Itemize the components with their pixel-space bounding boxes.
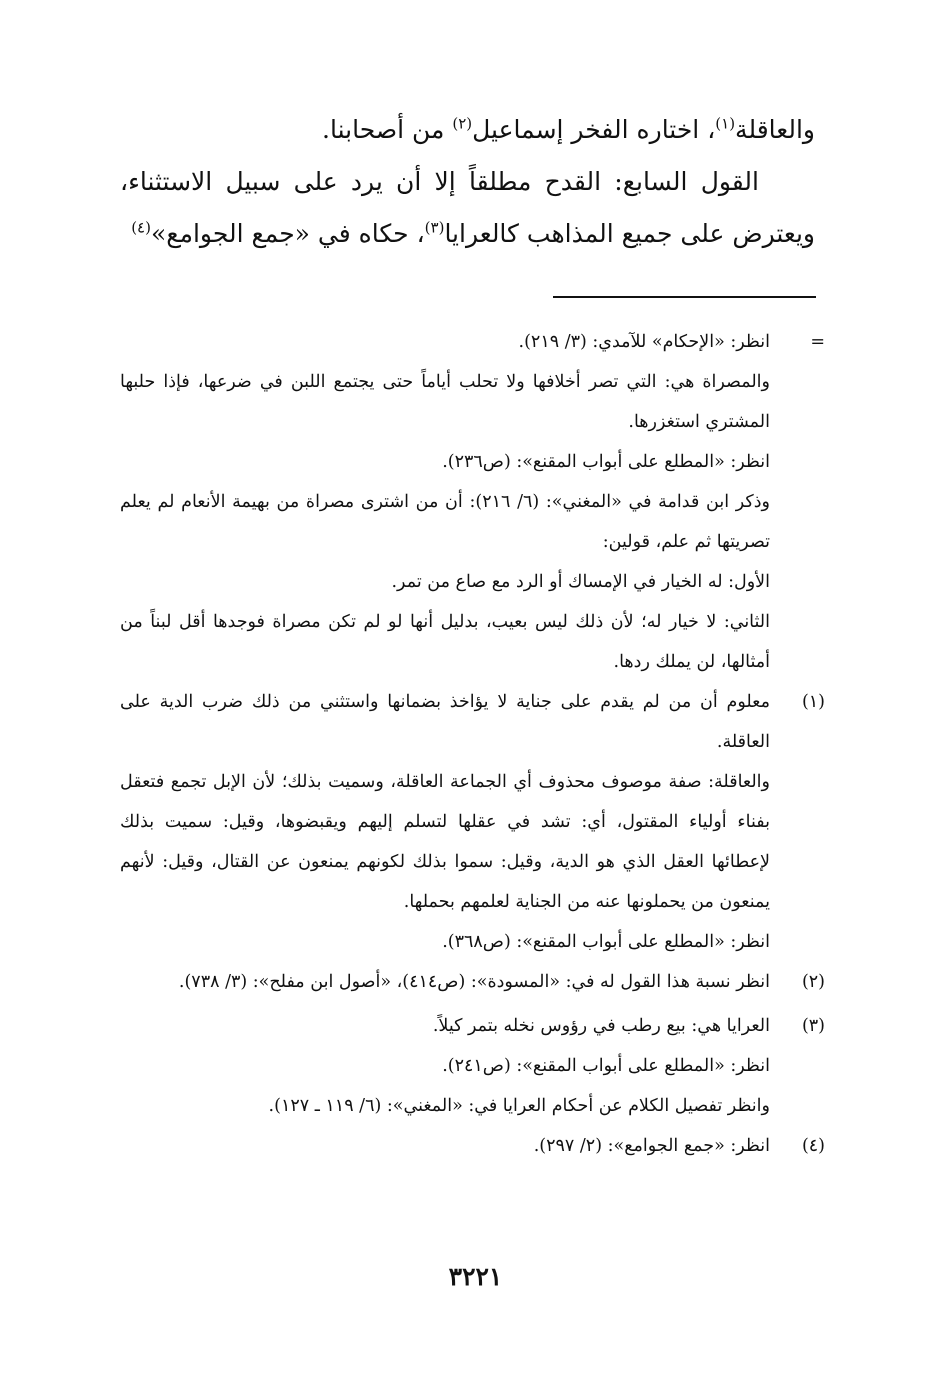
footnote-line: وذكر ابن قدامة في «المغني»: (٦/ ٢١٦): أن من اشترى مصراة من بهيمة الأنعام لم يعلم تصريتها ثم علم، قولين: — [120, 492, 770, 552]
footnote-line: العرايا هي: بيع رطب في رؤوس نخله بتمر كيلاً. — [432, 1016, 770, 1036]
footnote-line: انظر: «المطلع على أبواب المقنع»: (ص٢٣٦). — [442, 452, 770, 472]
footnote-line: الأول: له الخيار في الإمساك أو الرد مع صاع من تمر. — [391, 572, 770, 592]
footnote-ref-3: (٣) — [424, 218, 445, 237]
footnote-3 — [120, 1006, 825, 1126]
footnote-ref-2: (٢) — [452, 114, 473, 133]
footnote-line: انظر: «المطلع على أبواب المقنع»: (ص٢٤١). — [442, 1056, 770, 1076]
footnote-ref-1: (١) — [715, 114, 736, 133]
footnote-number: (٢) — [801, 972, 825, 992]
footnote-continuation — [120, 322, 825, 682]
page-number: ٣٢٢١ — [448, 1262, 503, 1291]
footnote-line: وانظر تفصيل الكلام عن أحكام العرايا في: «المغني»: (٦/ ١١٩ ـ ١٢٧). — [268, 1096, 770, 1116]
footnote-2 — [120, 962, 825, 1002]
main-text-run: ، اختاره الفخر إسماعيل — [472, 115, 716, 144]
main-text — [120, 104, 815, 260]
footnote-line: الثاني: لا خيار له؛ لأن ذلك ليس بعيب، بدليل أنها لو لم تكن مصراة فوجدها أقل لبناً من أمثالها، لن يملك ردها. — [120, 612, 770, 672]
footnote-line: انظر نسبة هذا القول له في: «المسودة»: (ص٤١٤)، «أصول ابن مفلح»: (٣/ ٧٣٨). — [178, 972, 770, 992]
footnote-line: معلوم أن من لم يقدم على جناية لا يؤاخذ بضمانها واستثني من ذلك ضرب الدية على العاقلة. — [120, 692, 770, 752]
main-text-run: ، حكاه في «جمع الجوامع» — [150, 219, 425, 248]
main-text-run: من أصحابنا. — [322, 115, 453, 144]
main-text-run: والعاقلة — [735, 115, 815, 144]
main-paragraph-2 — [120, 156, 815, 260]
main-text-run: القول السابع: القدح مطلقاً إلا أن يرد على سبيل الاستثناء، ويعترض على جميع المذاهب كالعرايا — [120, 167, 815, 248]
continuation-mark: = — [810, 332, 825, 352]
footnote-1 — [120, 682, 825, 962]
footnote-number: (٣) — [801, 1016, 825, 1036]
footnote-line: انظر: «المطلع على أبواب المقنع»: (ص٣٦٨). — [442, 932, 770, 952]
footnote-line: والعاقلة: صفة موصوف محذوف أي الجماعة العاقلة، وسميت بذلك؛ لأن الإبل تجمع فتعقل بفناء أولياء المقتول، أي: تشد في عقلها لتسلم إليهم ويقبضوها، وقيل: سميت بذلك لإعطائها العقل الذي هو الدية، وقيل: سموا بذلك لكونهم يمنعون عن القتال، وقيل: لأنهم يمنعون من يحملونها عنه من الجناية لعلمهم بحملها. — [120, 772, 770, 912]
footnote-line: انظر: «الإحكام» للآمدي: (٣/ ٢١٩). — [518, 332, 770, 352]
footnote-number: (١) — [801, 692, 825, 712]
footnotes — [120, 322, 825, 1166]
footnote-4 — [120, 1126, 825, 1166]
footnote-ref-4: (٤) — [131, 218, 151, 237]
footnote-number: (٤) — [801, 1136, 825, 1156]
footnote-line: انظر: «جمع الجوامع»: (٢/ ٢٩٧). — [533, 1136, 770, 1156]
footnote-line: والمصراة هي: التي تصر أخلافها ولا تحلب أياماً حتى يجتمع اللبن في ضرعها، فإذا حلبها المشتري استغزرها. — [120, 372, 770, 432]
main-line-1 — [120, 104, 815, 156]
footnote-separator — [553, 296, 816, 298]
